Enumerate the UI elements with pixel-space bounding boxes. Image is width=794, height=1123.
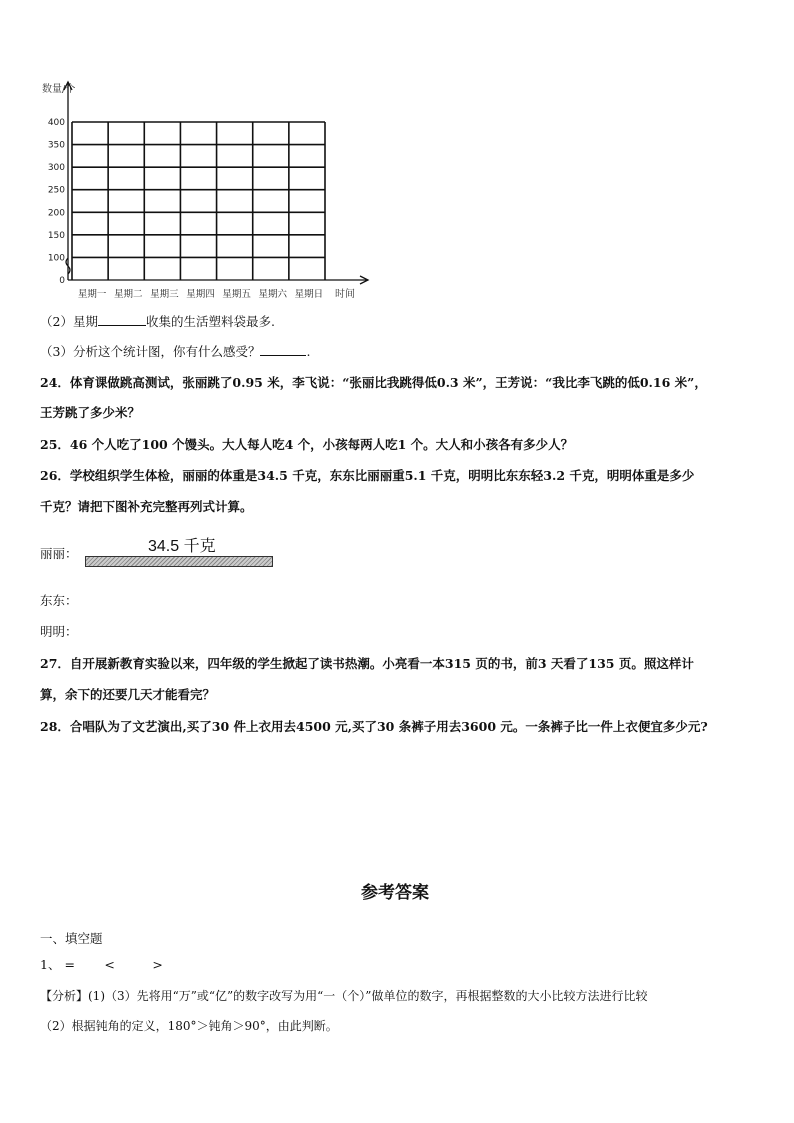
y-tick-label: 250 [47, 185, 65, 196]
q24-line1: 24．体育课做跳高测试，张丽跳了0.95 米，李飞说：“张丽比我跳得低0.3 米”，王芳说：“我比李飞跳的低0.16 米”， [40, 375, 707, 390]
q23-part2-prefix: （2）星期 [40, 314, 98, 329]
lili-bar [85, 556, 273, 567]
analysis-line2: （2）根据钝角的定义，180°＞钝角＞90°，由此判断。 [40, 1019, 338, 1033]
dongdong-label: 东东： [40, 593, 78, 608]
answers-title: 参考答案 [361, 883, 429, 903]
q25-line1: 25．46 个人吃了100 个馒头。大人每人吃4 个，小孩每两人吃1 个。大人和小孩各有多少人？ [40, 437, 574, 452]
q23-part3-text: （3）分析这个统计图，你有什么感受？ [40, 344, 261, 359]
chart-xticks [78, 288, 323, 300]
q23-part3 [40, 343, 310, 360]
y-tick-label: 300 [47, 163, 65, 174]
x-tick-label: 星期六 [258, 289, 288, 300]
x-tick-label: 星期三 [150, 289, 179, 300]
x-tick-label: 星期五 [222, 289, 251, 300]
answer-1-symbol-3: > [152, 957, 163, 972]
lili-label: 丽丽： [40, 546, 78, 561]
mingming-label: 明明： [40, 624, 78, 639]
chart-yticks [48, 118, 65, 286]
q27-line2: 算，余下的还要几天才能看完？ [40, 687, 216, 702]
chart-xlabel: 时间 [335, 289, 355, 300]
q23-part2-blank[interactable] [98, 313, 146, 326]
x-tick-label: 星期一 [77, 289, 107, 300]
answer-1 [40, 957, 163, 973]
y-tick-label: 200 [47, 208, 65, 219]
q26-line1: 26．学校组织学生体检，丽丽的体重是34.5 千克，东东比丽丽重5.1 千克，明明比东东轻3.2 千克，明明体重是多少 [40, 468, 695, 483]
q24-line2: 王芳跳了多少米？ [40, 405, 141, 420]
y-tick-label: 350 [47, 140, 65, 151]
y-tick-label: 400 [47, 118, 65, 128]
y-tick-label: 0 [59, 276, 65, 286]
q23-part3-blank[interactable] [260, 343, 306, 356]
x-tick-label: 星期日 [294, 289, 324, 300]
analysis-line1: 【分析】(1)（3）先将用“万”或“亿”的数字改写为用“一（个）”做单位的数字，再根据整数的大小比较方法进行比较 [40, 989, 648, 1003]
y-tick-label: 150 [47, 230, 65, 241]
lili-bar-text: 34.5 千克 [148, 538, 216, 555]
q23-part2 [40, 313, 275, 330]
q23-part3-end: . [306, 344, 311, 359]
q27-line1: 27．自开展新教育实验以来，四年级的学生掀起了读书热潮。小亮看一本315 页的书，前3 天看了135 页。照这样计 [40, 656, 694, 671]
answer-1-symbol-2: < [104, 957, 115, 972]
answer-1-symbol-1: = [64, 957, 75, 972]
x-tick-label: 星期二 [113, 289, 143, 300]
q26-line2: 千克？请把下图补充完整再列式计算。 [40, 499, 253, 514]
q28-line1: 28．合唱队为了文艺演出,买了30 件上衣用去4500 元,买了30 条裤子用去3600 元。一条裤子比一件上衣便宜多少元? [40, 719, 708, 734]
chart [30, 70, 380, 305]
chart-grid [72, 122, 325, 280]
q23-part2-suffix: 收集的生活塑料袋最多. [145, 314, 275, 329]
chart-ylabel: 数量/个 [42, 84, 76, 95]
y-tick-label: 100 [47, 253, 65, 264]
answers-section1: 一、填空题 [40, 931, 103, 946]
x-tick-label: 星期四 [186, 289, 215, 300]
answer-1-num: 1、 [40, 957, 61, 972]
